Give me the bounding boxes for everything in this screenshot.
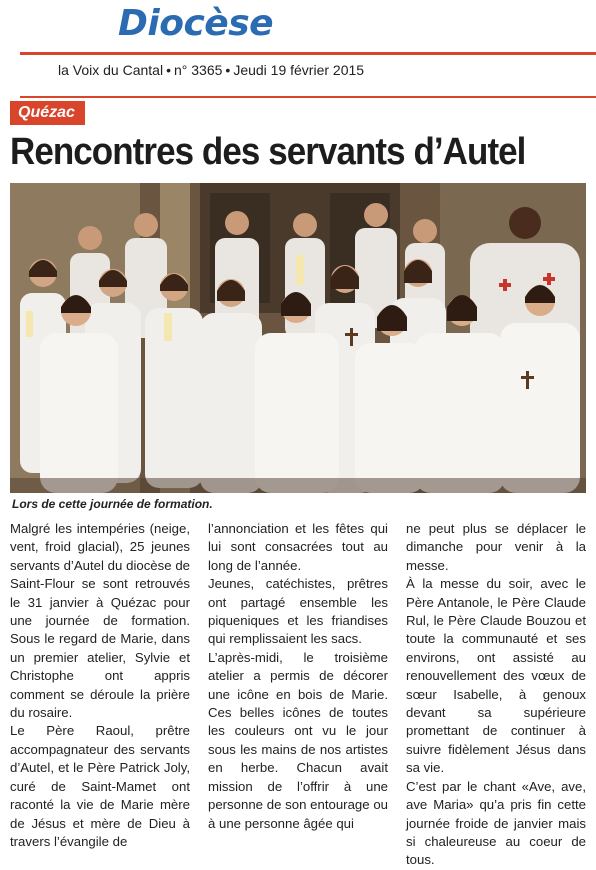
page-header [0,0,596,96]
publication-name: la Voix du Cantal [58,62,164,78]
group-photo-illustration [10,183,586,493]
photo-caption: Lors de cette journée de formation. [12,497,213,511]
separator-dot: • [225,62,231,78]
publication-line [58,62,364,78]
location-tag: Quézac [10,101,85,125]
header-divider [20,52,596,55]
article-headline: Rencontres des servants d’Autel [10,131,526,173]
issue-number: n° 3365 [173,62,223,78]
article-photo [10,183,586,493]
article-column-1: Malgré les intempéries (neige, vent, froid glacial), 25 jeunes servants d’Autel du diocèse de Saint-Flour se sont retrouvés le 31 janvier à Quézac pour une journée de formation. Sous le regard de Marie, dans un premier atelier, Sylvie et Christophe ont appris comment se déroule la prière du rosaire. Le Père Raoul, prêtre accompagnateur des servants d’Autel, et le Père Patrick Joly, curé de Saint-Mamet ont raconté la vie de Marie mère de Jésus et mère de Dieu à travers l’évangile de [10,521,190,849]
article-column-3: ne peut plus se déplacer le dimanche pour venir à la messe. À la messe du soir, avec le Père Antanole, le Père Claude Rul, le Père Claude Bouzou et toute la communauté et ses environs, ont assisté au renouvellement des vœux de sœur Isabelle, à genoux devant sa supérieure promettant de continuer à suivre fidèlement Jésus dans sa vie. C’est par le chant «Ave, ave, ave Maria» qu’a pris fin cette journée froide de janvier mais si chaleureuse au coeur de tous. [406,521,586,868]
issue-date: Jeudi 19 février 2015 [233,62,365,78]
section-title: Diocèse [118,3,274,44]
separator-dot: • [166,62,171,78]
article-column-2: l’annonciation et les fêtes qui lui sont consacrées tout au long de l’année. Jeunes, catéchistes, prêtres ont partagé ensemble les piqueniques et les friandises qui remplissaient les sacs. L’après-midi, le troisième atelier a permis de décorer une icône en bois de Marie. Ces belles icônes de toutes les couleurs ont vu le jour sous les mains de nos artistes en herbe. Chacun avait mission de l’offrir à une personne de son entourage ou à une personne âgée qui [208,521,388,831]
section-divider [20,96,596,98]
article-body [10,520,590,868]
